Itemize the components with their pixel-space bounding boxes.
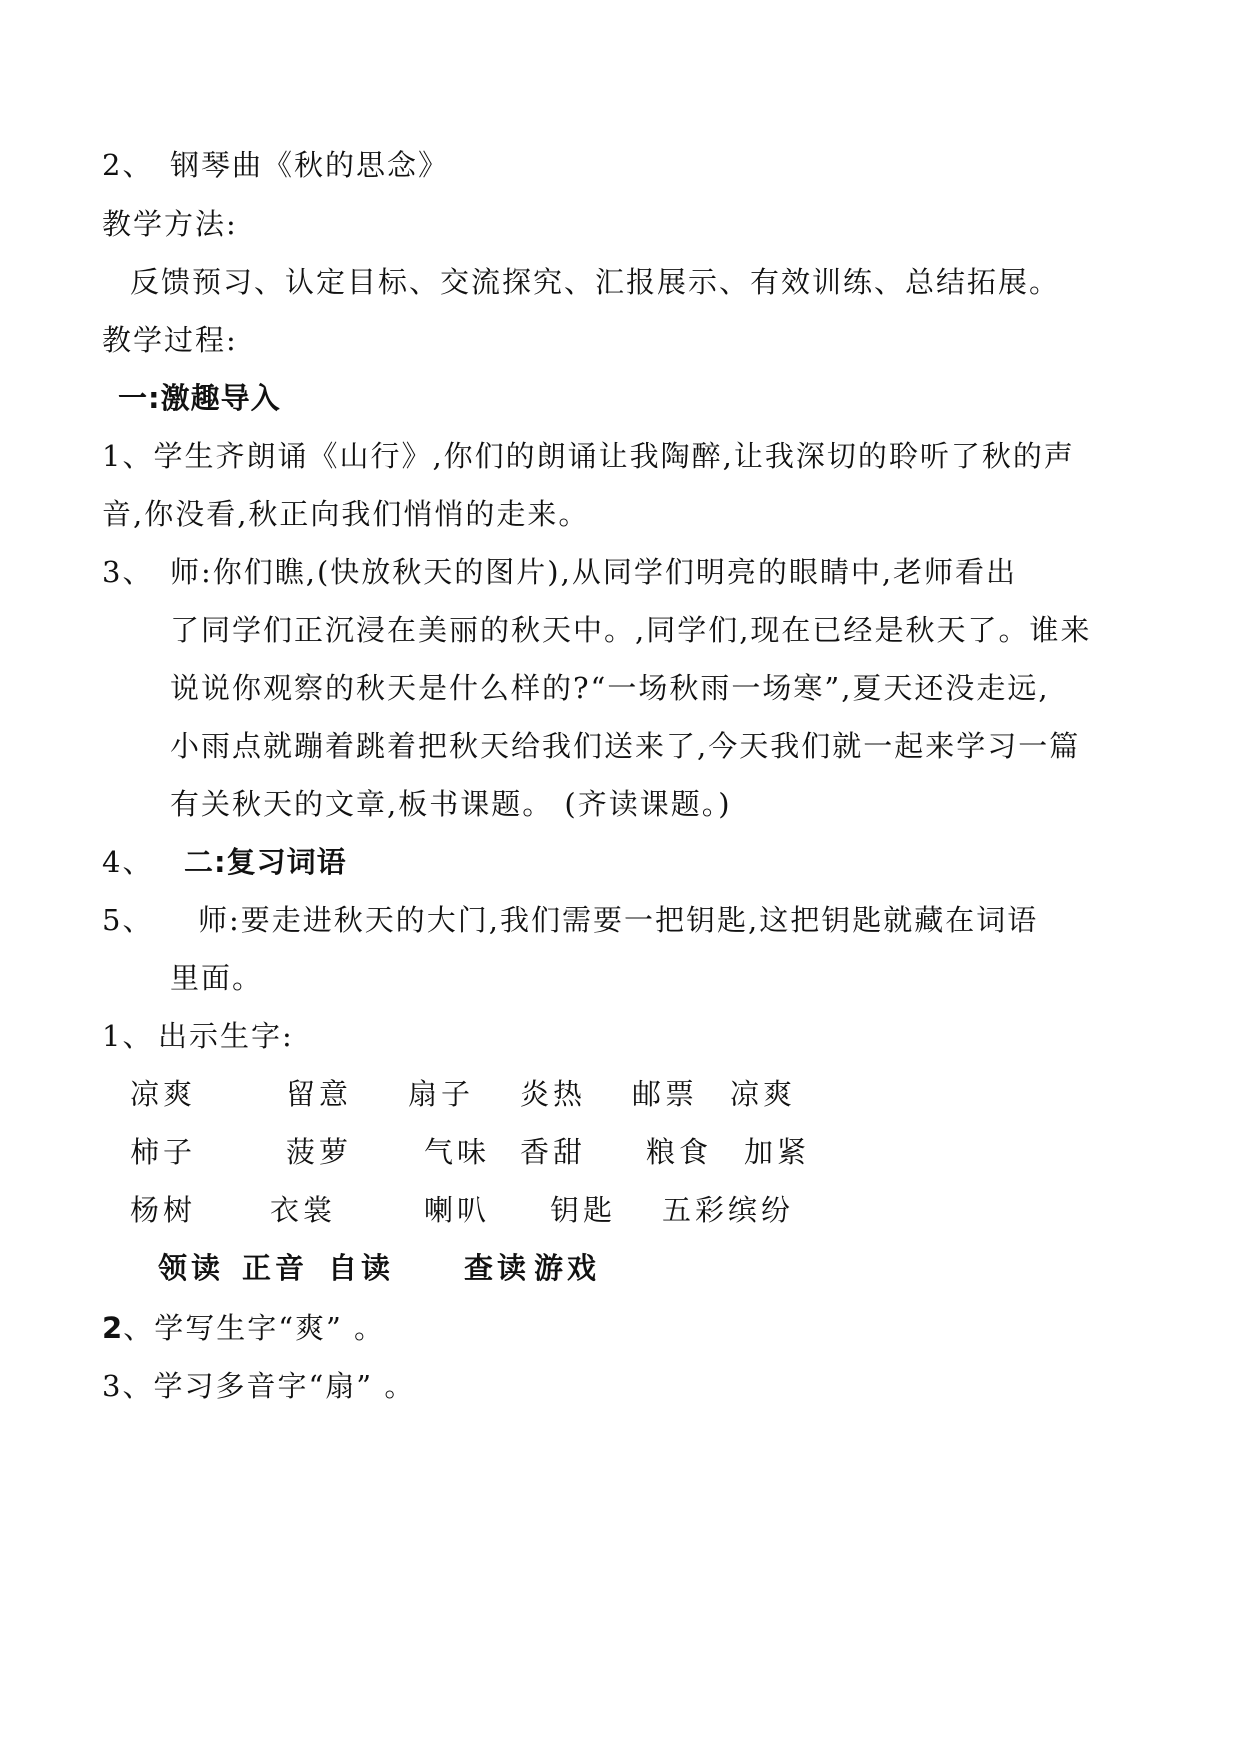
list-item	[102, 1308, 385, 1348]
paragraph-line: 有关秋天的文章,板书课题。 (齐读课题。)	[170, 787, 732, 821]
list-number: 2、	[102, 148, 154, 182]
vocab-word: 菠萝	[286, 1135, 353, 1169]
list-number: 3、	[102, 555, 154, 589]
paragraph-line: 说说你观察的秋天是什么样的?“一场秋雨一场寒”,夏天还没走远,	[170, 671, 1050, 705]
item-text: 师:你们瞧,(快放秋天的图片),从同学们明亮的眼睛中,老师看出	[170, 555, 1018, 589]
paragraph-line: 里面。	[170, 961, 264, 995]
vocab-word: 钥匙	[550, 1193, 617, 1227]
vocab-word: 扇子	[408, 1077, 475, 1111]
paragraph-line: 小雨点就蹦着跳着把秋天给我们送来了,今天我们就一起来学习一篇	[170, 729, 1081, 763]
vocab-word: 邮票	[632, 1077, 699, 1111]
vocab-word: 气味	[424, 1135, 491, 1169]
vocab-word: 炎热	[520, 1077, 587, 1111]
vocab-word: 粮食	[646, 1135, 713, 1169]
heading-review: 二:复习词语	[184, 845, 347, 879]
list-item	[102, 1016, 294, 1056]
item-text: 师:要走进秋天的大门,我们需要一把钥匙,这把钥匙就藏在词语	[198, 903, 1039, 937]
vocab-word: 杨树	[130, 1193, 197, 1227]
section-label-process: 教学过程:	[102, 323, 238, 357]
vocab-word: 衣裳	[270, 1193, 337, 1227]
method-label: 查读	[464, 1251, 531, 1285]
paragraph-line: 音,你没看,秋正向我们悄悄的走来。	[102, 497, 590, 531]
vocab-word: 凉爽	[730, 1077, 797, 1111]
vocab-word: 喇叭	[424, 1193, 491, 1227]
item-text: 、学写生字“爽” 。	[123, 1311, 386, 1345]
item-text: 出示生字:	[158, 1019, 294, 1053]
method-label: 领读	[158, 1251, 225, 1285]
list-item	[102, 842, 347, 882]
list-number: 2	[102, 1311, 124, 1345]
list-item	[102, 900, 1039, 940]
list-number: 4、	[102, 845, 154, 879]
method-label: 游戏	[534, 1251, 601, 1285]
method-label: 自读	[328, 1251, 395, 1285]
vocab-word: 柿子	[130, 1135, 197, 1169]
vocab-word: 留意	[286, 1077, 353, 1111]
list-item	[102, 145, 450, 185]
section-label-methods: 教学方法:	[102, 207, 238, 241]
vocab-word: 香甜	[520, 1135, 587, 1169]
heading-intro: 一:激趣导入	[118, 381, 281, 415]
list-number: 5、	[102, 903, 154, 937]
item-text: 钢琴曲《秋的思念》	[170, 148, 450, 182]
paragraph-line: 1、学生齐朗诵《山行》,你们的朗诵让我陶醉,让我深切的聆听了秋的声	[102, 439, 1075, 473]
vocab-word: 五彩缤纷	[662, 1193, 795, 1227]
vocab-word: 凉爽	[130, 1077, 197, 1111]
vocab-word: 加紧	[744, 1135, 811, 1169]
list-number: 1、	[102, 1019, 154, 1053]
list-item: 3、学习多音字“扇” 。	[102, 1369, 416, 1403]
methods-text: 反馈预习、认定目标、交流探究、汇报展示、有效训练、总结拓展。	[130, 265, 1061, 299]
method-label: 正音	[242, 1251, 309, 1285]
paragraph-line: 了同学们正沉浸在美丽的秋天中。,同学们,现在已经是秋天了。谁来	[170, 613, 1092, 647]
list-item	[102, 552, 1018, 592]
